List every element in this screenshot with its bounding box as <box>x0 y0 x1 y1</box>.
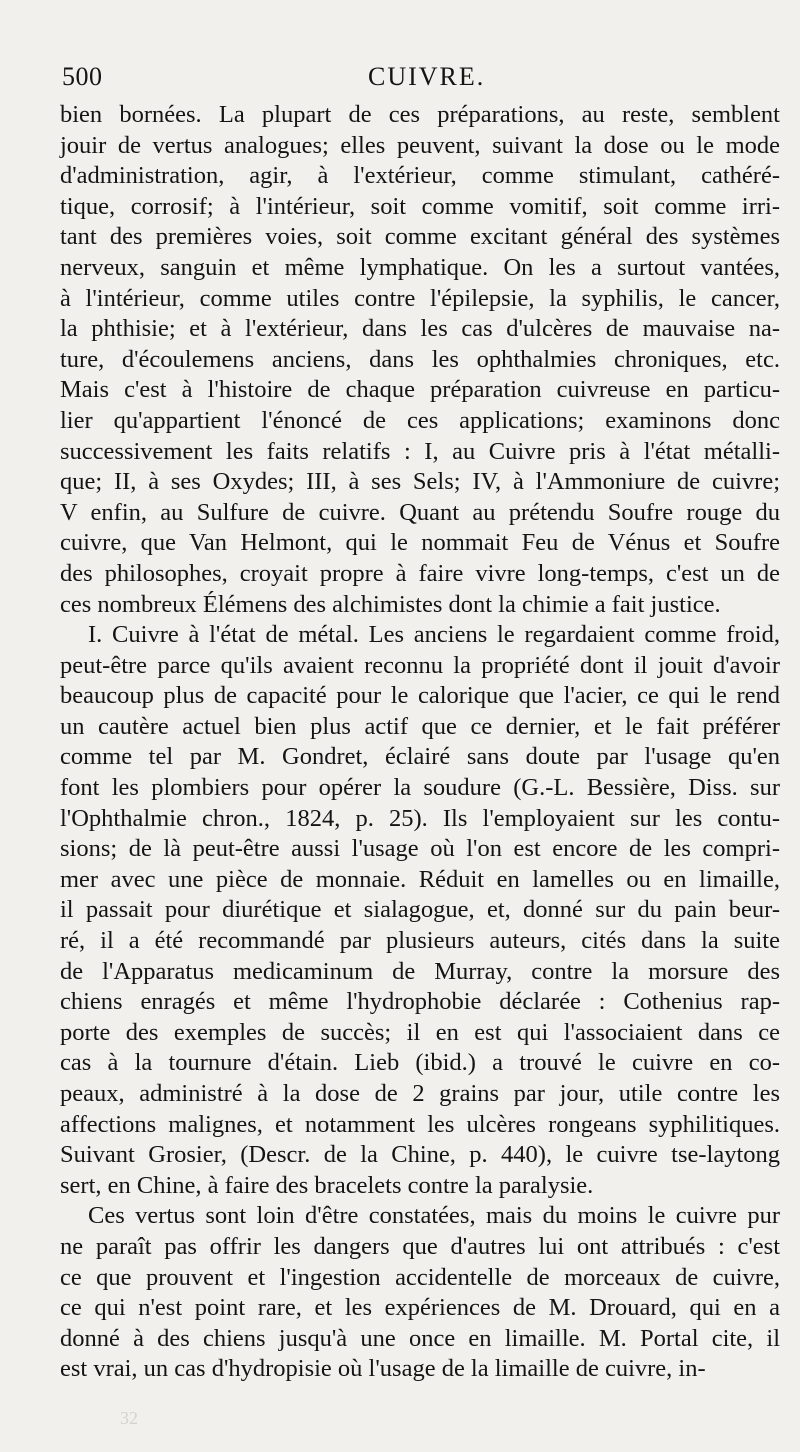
text-line: ce qui n'est point rare, et les expériences de M. Drouard, qui en a <box>60 1294 780 1322</box>
text-line: sert, en Chine, à faire des bracelets contre la paralysie. <box>60 1171 594 1199</box>
text-line: jouir de vertus analogues; elles peuvent, suivant la dose ou le mode <box>60 131 780 159</box>
text-line: peaux, administré à la dose de 2 grains par jour, utile contre les <box>60 1080 780 1107</box>
text-line: affections malignes, et notamment les ulcères rongeans syphilitiques. <box>60 1110 780 1138</box>
paragraph-3 <box>60 1201 780 1385</box>
text-line: des philosophes, croyait propre à faire vivre long-temps, c'est un de <box>60 559 780 587</box>
faint-bleed-through-mark: 32 <box>120 1408 138 1428</box>
text-line: cas à la tournure d'étain. Lieb (ibid.) a trouvé le cuivre en co- <box>60 1049 780 1077</box>
text-line: donné à des chiens jusqu'à une once en limaille. M. Portal cite, il <box>60 1324 780 1352</box>
text-line: la phthisie; et à l'extérieur, dans les cas d'ulcères de mauvaise na- <box>60 315 780 343</box>
text-line: ne paraît pas offrir les dangers que d'autres lui ont attribués : c'est <box>60 1232 780 1260</box>
text-line: bien bornées. La plupart de ces préparations, au reste, semblent <box>60 101 780 128</box>
text-line: d'administration, agir, à l'extérieur, comme stimulant, cathéré- <box>60 162 780 190</box>
text-line: sions; de là peut-être aussi l'usage où l'on est encore de les compri- <box>60 835 780 863</box>
text-line: un cautère actuel bien plus actif que ce dernier, et le fait préférer <box>60 712 780 740</box>
text-line: mer avec une pièce de monnaie. Réduit en lamelles ou en limaille, <box>60 865 780 893</box>
text-line: à l'intérieur, comme utiles contre l'épilepsie, la syphilis, le cancer, <box>60 284 780 312</box>
text-line: tique, corrosif; à l'intérieur, soit comme vomitif, soit comme irri- <box>60 192 780 220</box>
page-number: 500 <box>62 62 103 91</box>
text-line: font les plombiers pour opérer la soudure (G.-L. Bessière, Diss. sur <box>60 774 780 802</box>
text-line: lier qu'appartient l'énoncé de ces applications; examinons donc <box>60 406 780 434</box>
text-line: tant des premières voies, soit comme excitant général des systèmes <box>60 223 780 251</box>
text-line: ce que prouvent et l'ingestion accidentelle de morceaux de cuivre, <box>60 1263 780 1291</box>
text-line: que; II, à ses Oxydes; III, à ses Sels; IV, à l'Ammoniure de cuivre; <box>60 468 780 496</box>
text-line: V enfin, au Sulfure de cuivre. Quant au prétendu Soufre rouge du <box>60 498 780 526</box>
paragraph-1 <box>60 100 780 620</box>
text-line: ces nombreux Élémens des alchimistes dont la chimie a fait justice. <box>60 590 721 618</box>
body-text <box>60 100 780 1385</box>
text-line: de l'Apparatus medicaminum de Murray, contre la morsure des <box>60 957 780 985</box>
text-line: nerveux, sanguin et même lymphatique. On les a surtout vantées, <box>60 253 780 281</box>
page-header <box>62 62 752 102</box>
text-line: l'Ophthalmie chron., 1824, p. 25). Ils l'employaient sur les contu- <box>60 804 780 832</box>
text-line: porte des exemples de succès; il en est qui l'associaient dans ce <box>60 1018 780 1046</box>
text-line: I. Cuivre à l'état de métal. Les anciens le regardaient comme froid, <box>88 621 780 649</box>
text-line: peut-être parce qu'ils avaient reconnu la propriété dont il jouit d'avoir <box>60 651 780 679</box>
running-head: CUIVRE. <box>368 62 486 91</box>
text-line: Mais c'est à l'histoire de chaque préparation cuivreuse en particu- <box>60 376 780 404</box>
text-line: Suivant Grosier, (Descr. de la Chine, p. 440), le cuivre tse-laytong <box>60 1141 780 1169</box>
text-line: ture, d'écoulemens anciens, dans les ophthalmies chroniques, etc. <box>60 345 780 373</box>
text-line: beaucoup plus de capacité pour le calorique que l'acier, ce qui le rend <box>60 682 780 710</box>
paragraph-2 <box>60 620 780 1201</box>
text-line: est vrai, un cas d'hydropisie où l'usage de la limaille de cuivre, in- <box>60 1355 706 1383</box>
text-line: ré, il a été recommandé par plusieurs auteurs, cités dans la suite <box>60 927 780 955</box>
text-line: successivement les faits relatifs : I, au Cuivre pris à l'état métalli- <box>60 437 780 465</box>
text-line: Ces vertus sont loin d'être constatées, mais du moins le cuivre pur <box>88 1202 780 1230</box>
text-line: il passait pour diurétique et sialagogue, et, donné sur du pain beur- <box>60 896 780 924</box>
text-line: cuivre, que Van Helmont, qui le nommait Feu de Vénus et Soufre <box>60 529 780 557</box>
text-line: comme tel par M. Gondret, éclairé sans doute par l'usage qu'en <box>60 743 780 771</box>
text-line: chiens enragés et même l'hydrophobie déclarée : Cothenius rap- <box>60 988 780 1016</box>
